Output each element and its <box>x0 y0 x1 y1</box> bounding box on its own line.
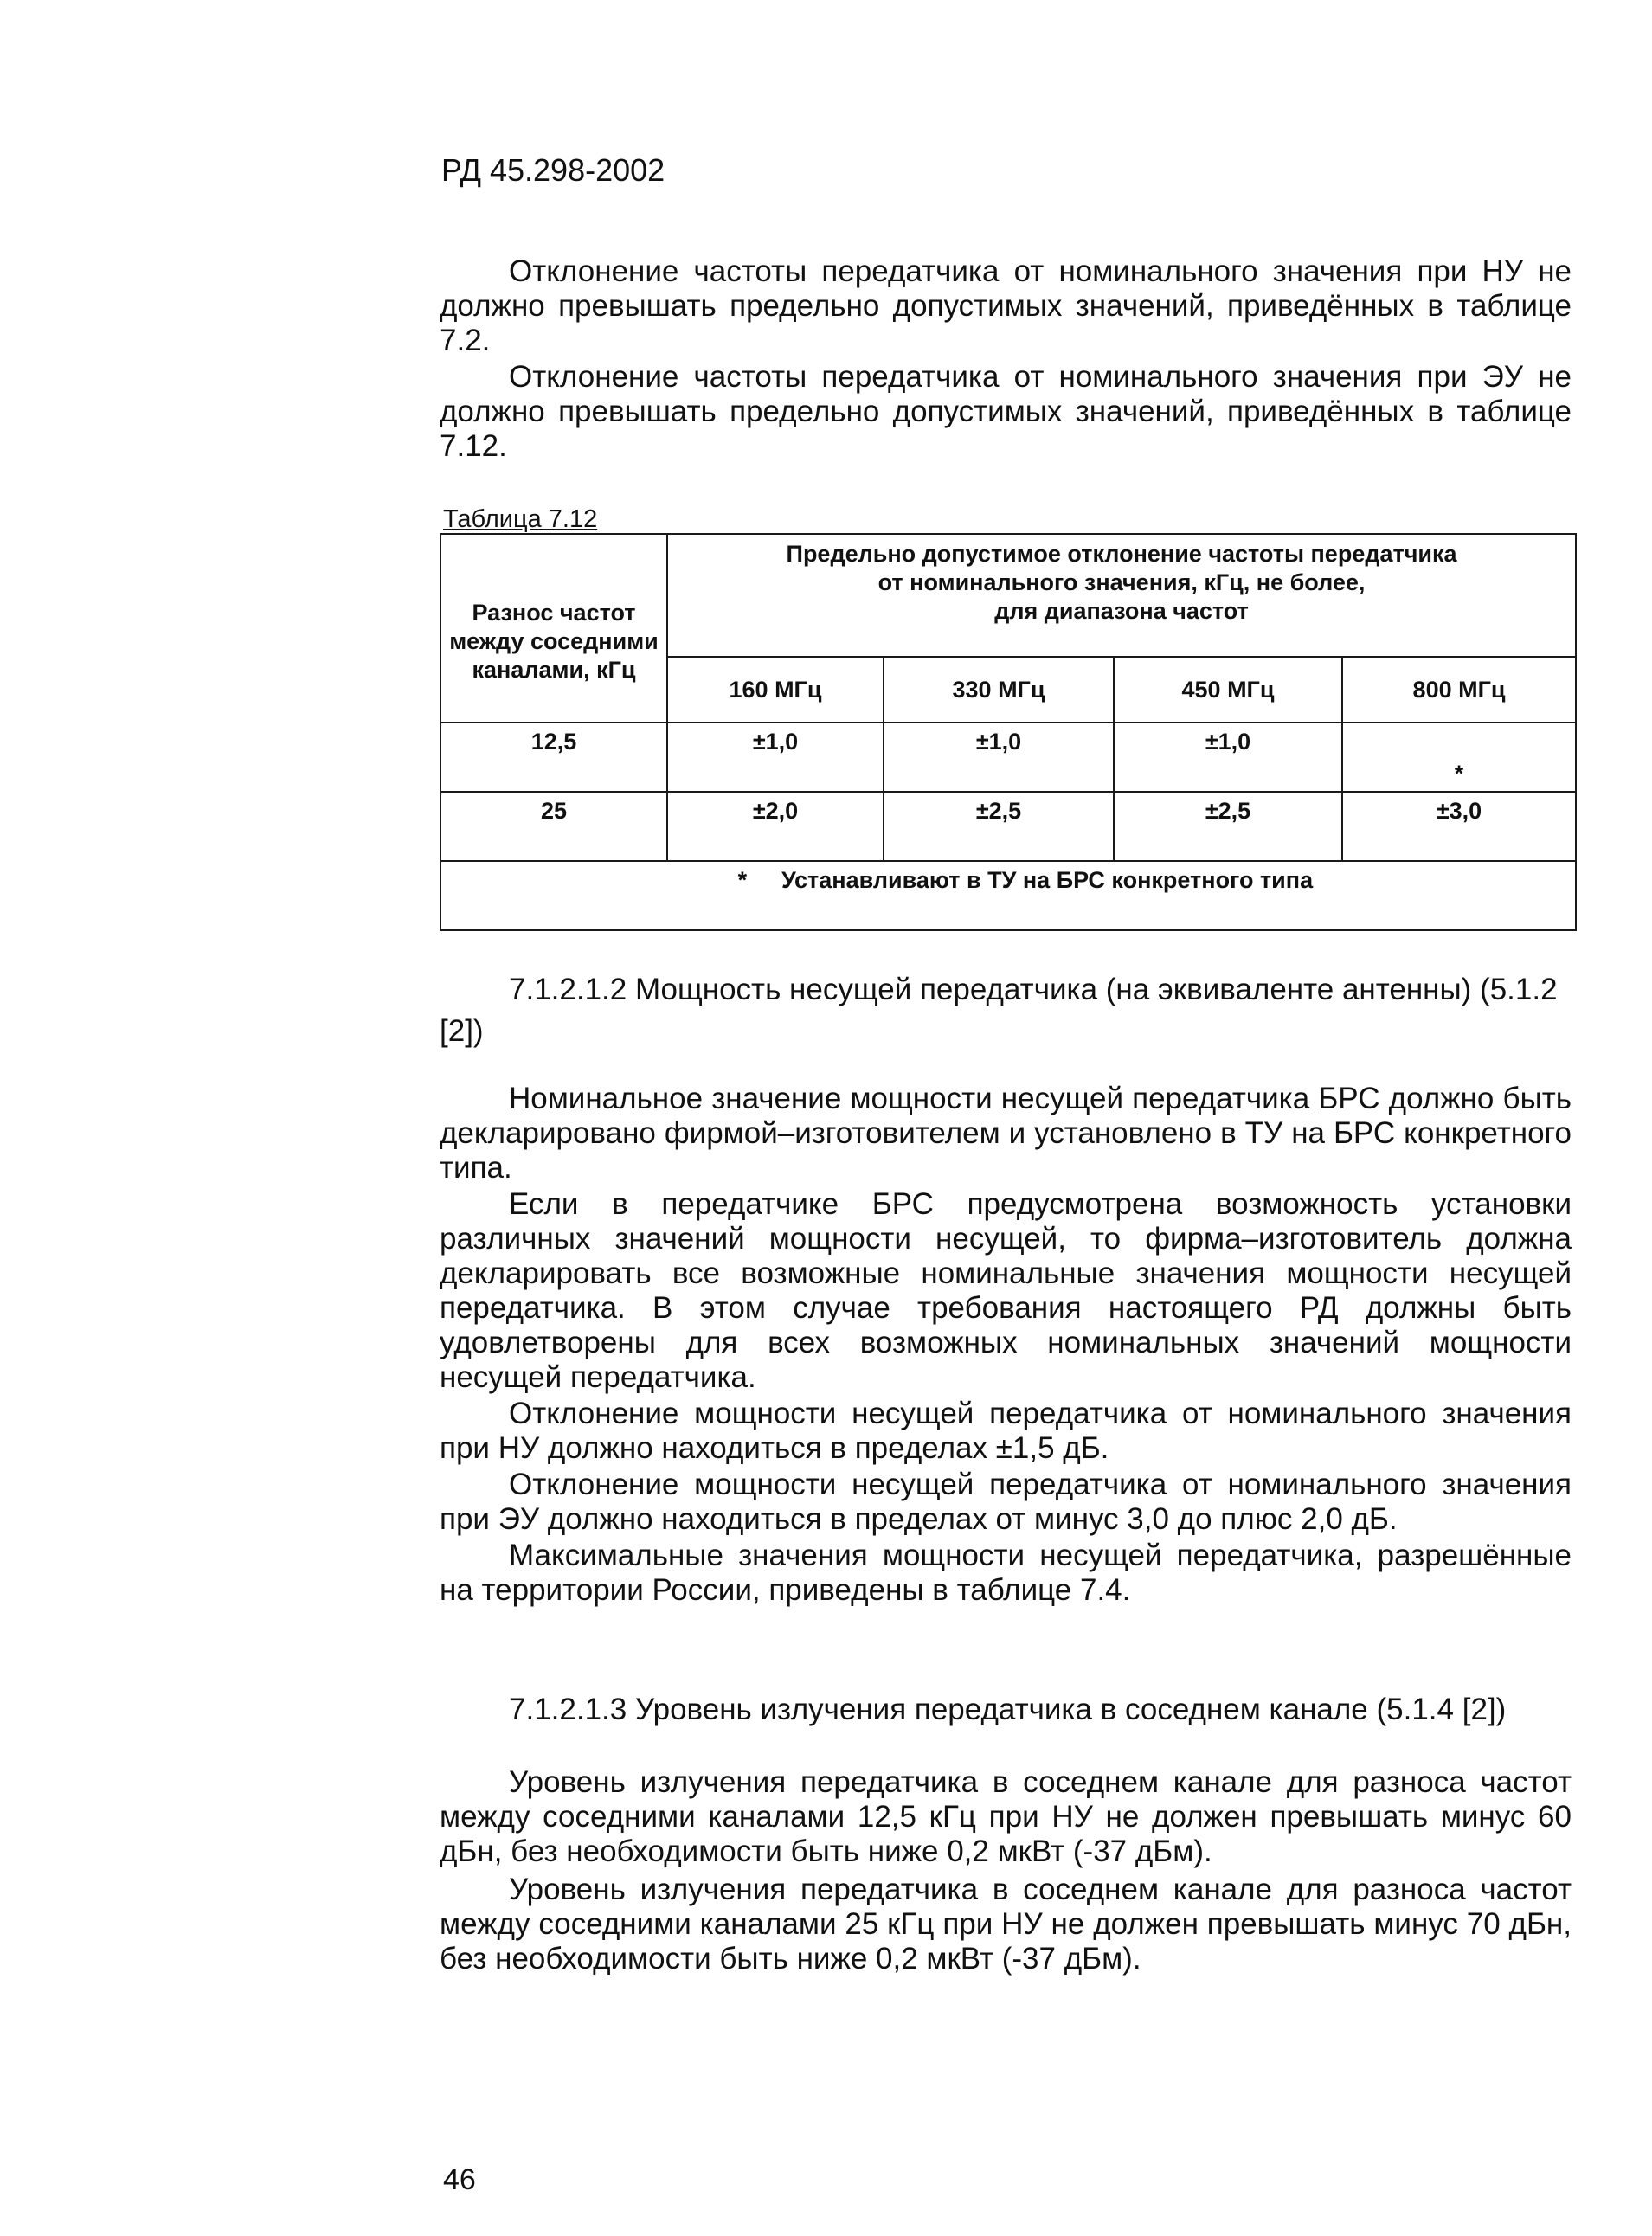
acp-paragraph-1: Уровень излучения передатчика в соседнем канале для разноса частот между соседними каналами 12,5 кГц при НУ не должен превышать минус 60 дБн, без необходимости быть ниже 0,2 мкВт (-37 дБм). <box>440 1765 1572 1868</box>
table-caption: Таблица 7.12 <box>443 505 598 533</box>
power-paragraph-3: Отклонение мощности несущей передатчика от номинального значения при НУ должно находиться в пределах ±1,5 дБ. <box>440 1397 1572 1465</box>
value-cell: * <box>1342 723 1576 792</box>
band-160-header: 160 МГц <box>667 657 884 723</box>
value-cell: ±1,0 <box>1114 723 1342 792</box>
intro-paragraph-2: Отклонение частоты передатчика от номинального значения при ЭУ не должно превышать предельно допустимых значений, приведённых в таблице 7.12. <box>440 360 1572 463</box>
table-footnote-row <box>440 861 1576 930</box>
power-paragraph-5: Максимальные значения мощности несущей передатчика, разрешённые на территории России, приведены в таблице 7.4. <box>440 1539 1572 1607</box>
spacing-cell: 25 <box>440 792 667 861</box>
footnote-text: Устанавливают в ТУ на БРС конкретного типа <box>781 867 1314 893</box>
table-footnote <box>440 861 1576 930</box>
section-heading-7-1-2-1-3: 7.1.2.1.3 Уровень излучения передатчика в соседнем канале (5.1.4 [2]) <box>509 1693 1507 1726</box>
value-cell: ±1,0 <box>667 723 884 792</box>
table-row <box>440 723 1576 792</box>
value-cell: ±2,0 <box>667 792 884 861</box>
value-cell: ±2,5 <box>1114 792 1342 861</box>
spacing-cell: 12,5 <box>440 723 667 792</box>
section-heading-7-1-2-1-2: 7.1.2.1.2 Мощность несущей передатчика (на эквиваленте антенны) (5.1.2 [2]) <box>440 973 1558 1048</box>
deviation-header-line-1: Предельно допустимое отклонение частоты передатчика <box>786 541 1457 567</box>
value-cell: ±2,5 <box>884 792 1114 861</box>
document-code-header: РД 45.298-2002 <box>441 152 665 188</box>
deviation-header-line-2: от номинального значения, кГц, не более, <box>877 569 1366 595</box>
footnote-mark: * <box>737 867 748 893</box>
power-paragraph-2: Если в передатчике БРС предусмотрена возможность установки различных значений мощности несущей, то фирма–изготовитель должна декларировать все возможные номинальные значения мощности несущей передатчика. В этом случае требования настоящего РД должны быть удовлетворены для всех возможных номинальных значений мощности несущей передатчика. <box>440 1187 1572 1394</box>
acp-paragraph-2: Уровень излучения передатчика в соседнем канале для разноса частот между соседними каналами 25 кГц при НУ не должен превышать минус 70 дБн, без необходимости быть ниже 0,2 мкВт (-37 дБм). <box>440 1873 1572 1976</box>
table-row <box>440 792 1576 861</box>
frequency-deviation-table <box>440 533 1575 931</box>
band-450-header: 450 МГц <box>1114 657 1342 723</box>
intro-paragraph-1: Отклонение частоты передатчика от номинального значения при НУ не должно превышать предельно допустимых значений, приведённых в таблице 7.2. <box>440 254 1572 357</box>
deviation-header-line-3: для диапазона частот <box>994 598 1249 624</box>
value-cell: ±1,0 <box>884 723 1114 792</box>
page-number: 46 <box>443 2163 476 2196</box>
deviation-limit-header <box>667 534 1576 657</box>
band-800-header: 800 МГц <box>1342 657 1576 723</box>
power-paragraph-4: Отклонение мощности несущей передатчика от номинального значения при ЭУ должно находиться в пределах от минус 3,0 до плюс 2,0 дБ. <box>440 1468 1572 1536</box>
channel-spacing-header: Разнос частот между соседними каналами, кГц <box>440 534 667 723</box>
band-330-header: 330 МГц <box>884 657 1114 723</box>
value-cell: ±3,0 <box>1342 792 1576 861</box>
power-paragraph-1: Номинальное значение мощности несущей передатчика БРС должно быть декларировано фирмой–изготовителем и установлено в ТУ на БРС конкретного типа. <box>440 1082 1572 1185</box>
